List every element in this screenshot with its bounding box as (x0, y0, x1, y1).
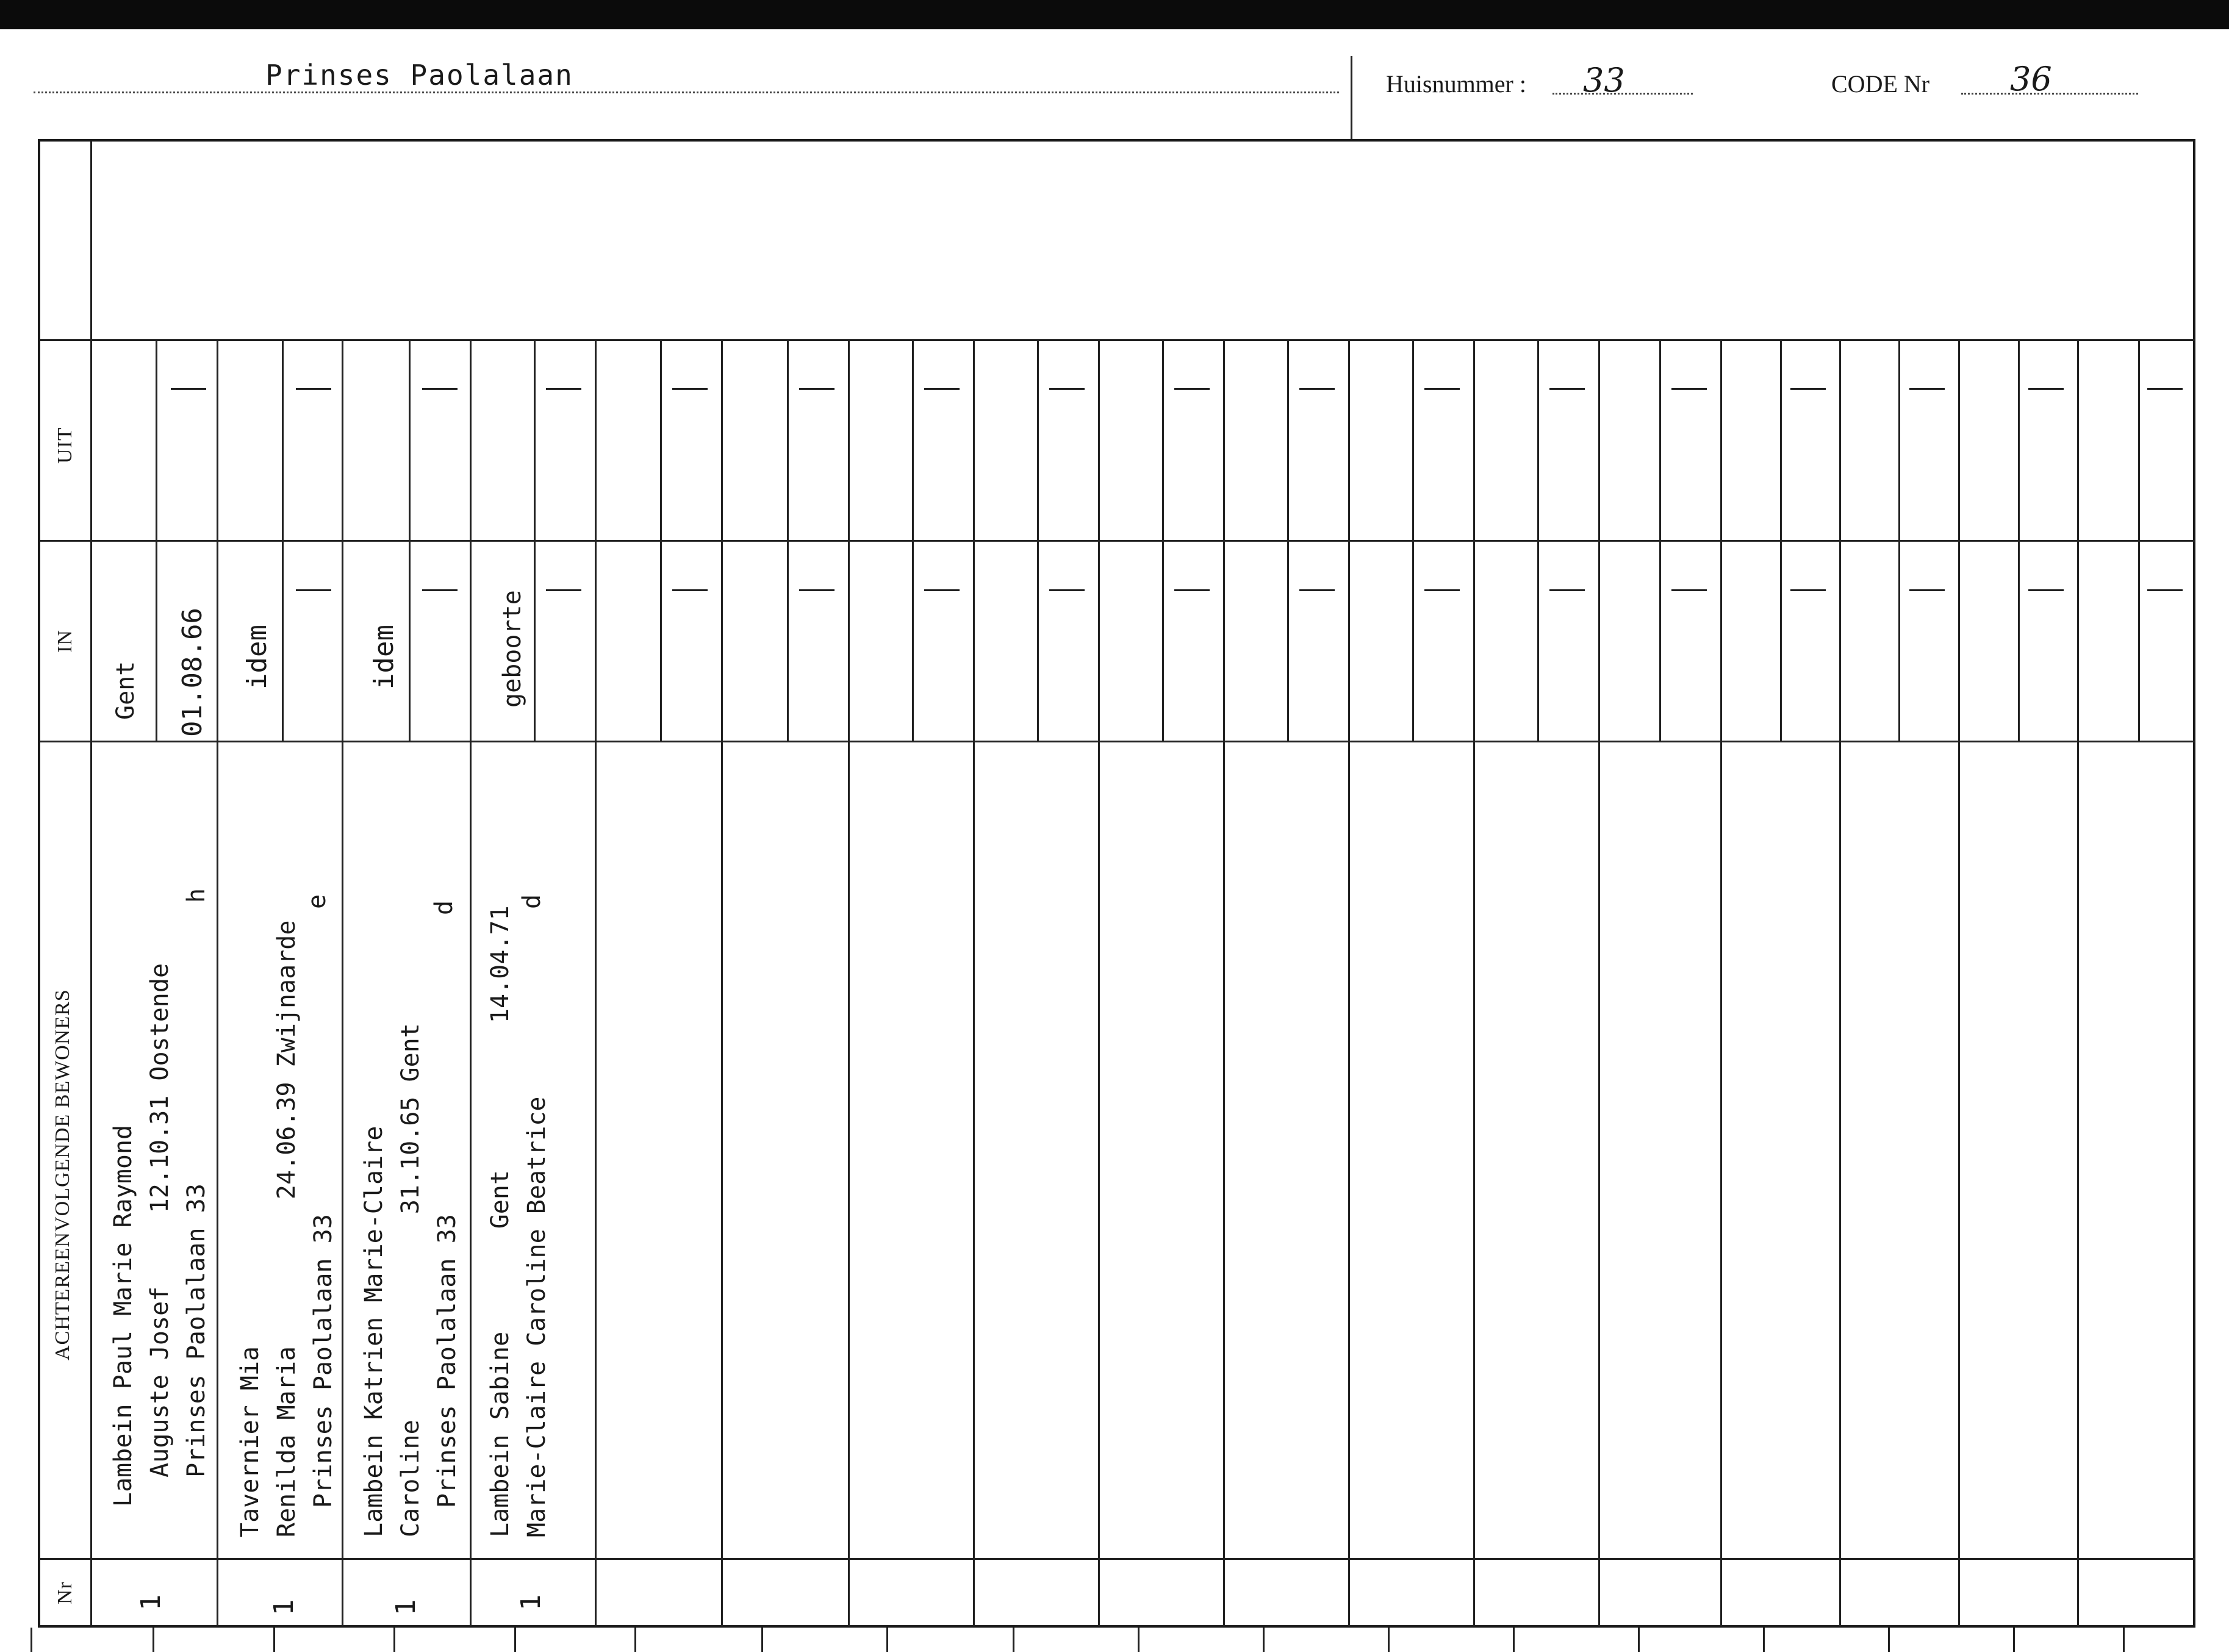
uit-dash (1909, 388, 1945, 390)
uit-dash (171, 388, 206, 390)
uit-dash (1790, 388, 1826, 390)
sub-div-5 (660, 339, 662, 742)
in-dash (1549, 589, 1585, 591)
row-line-in-bewoners (40, 741, 2195, 742)
bottom-tick (273, 1628, 275, 1652)
bottom-tick (1763, 1628, 1765, 1652)
sub-div-17 (2138, 339, 2140, 742)
in-dash (924, 589, 960, 591)
col-div-6 (848, 339, 850, 1626)
bottom-tick (31, 1628, 32, 1652)
bottom-tick (1388, 1628, 1390, 1652)
resident-3-line-2: Caroline 31.10.65 Gent (397, 1023, 425, 1537)
sub-div-11 (1412, 339, 1414, 742)
resident-1-mark: h (182, 888, 210, 903)
sub-div-6 (787, 339, 789, 742)
in-dash (1909, 589, 1945, 591)
uit-dash (1299, 388, 1335, 390)
sub-div-10 (1287, 339, 1289, 742)
col-div-7 (973, 339, 975, 1626)
in-place-2: idem (242, 625, 273, 689)
col-div-15 (1958, 339, 1960, 1626)
nr-value-2: 1 (268, 1599, 300, 1615)
col-div-16 (2077, 339, 2079, 1626)
uit-dash (1049, 388, 1085, 390)
nr-value-1: 1 (135, 1594, 167, 1611)
sub-div-8 (1037, 339, 1039, 742)
resident-3-mark: d (430, 900, 458, 915)
huisnummer-label: Huisnummer : (1386, 70, 1526, 98)
sub-div-12 (1537, 339, 1539, 742)
col-div-14 (1839, 339, 1841, 1626)
resident-2-mark: e (303, 894, 331, 909)
bottom-tick (2123, 1628, 2125, 1652)
in-place-4: geboorte (498, 590, 526, 708)
code-label: CODE Nr (1831, 70, 1930, 98)
resident-2-line-3: Prinses Paolalaan 33 (309, 1214, 337, 1537)
col-div-12 (1598, 339, 1600, 1626)
street-dotted-line (34, 92, 1339, 93)
nr-column-header: Nr (54, 1581, 76, 1604)
uit-dash (799, 388, 835, 390)
bottom-tick (153, 1628, 154, 1652)
uit-dash (422, 388, 458, 390)
bottom-tick (514, 1628, 516, 1652)
col-div-5 (721, 339, 723, 1626)
nr-value-4: 1 (515, 1594, 547, 1611)
in-place-3: idem (368, 625, 400, 689)
nr-value-3: 1 (390, 1599, 422, 1615)
uit-dash (1549, 388, 1585, 390)
header-divider (1351, 56, 1352, 139)
sub-div-4 (534, 339, 536, 742)
resident-3-line-3: Prinses Paolalaan 33 (433, 1214, 461, 1537)
bewoners-column-header: ACHTEREENVOLGENDE BEWONERS (51, 989, 74, 1360)
in-dash (1299, 589, 1335, 591)
col-div-3 (470, 339, 472, 1626)
in-column-header: IN (54, 630, 76, 653)
in-dash (546, 589, 581, 591)
sub-div-9 (1162, 339, 1164, 742)
col-div-10 (1348, 339, 1350, 1626)
row-line-bewoners-nr (40, 1558, 2195, 1560)
in-dash (1790, 589, 1826, 591)
in-dash (1174, 589, 1210, 591)
resident-4-line-1: Lambein Sabine Gent 14.04.71 (486, 905, 514, 1537)
sub-div-13 (1659, 339, 1661, 742)
uit-dash (2147, 388, 2183, 390)
col-div-4 (595, 339, 597, 1626)
sub-div-15 (1898, 339, 1900, 742)
in-dash (799, 589, 835, 591)
uit-dash (296, 388, 331, 390)
resident-2-line-1: Tavernier Mia (236, 1346, 264, 1537)
col-div-9 (1223, 339, 1225, 1626)
col-div-1 (217, 339, 218, 1626)
resident-4-line-2: Marie-Claire Caroline Beatrice (523, 1096, 551, 1537)
sub-div-16 (2018, 339, 2020, 742)
code-value: 36 (2010, 60, 2052, 98)
resident-4-mark: d (518, 894, 546, 909)
label-column-divider (90, 142, 92, 1625)
sub-div-1 (156, 339, 157, 742)
sub-div-7 (912, 339, 914, 742)
resident-2 (232, 921, 342, 1537)
bottom-tick (1888, 1628, 1890, 1652)
col-div-13 (1720, 339, 1722, 1626)
sub-div-2 (282, 339, 284, 742)
row-line-label-uit (40, 339, 90, 341)
in-dash (672, 589, 708, 591)
uit-dash (546, 388, 581, 390)
bottom-tick (2013, 1628, 2015, 1652)
resident-4 (482, 905, 555, 1537)
bottom-tick (886, 1628, 888, 1652)
resident-1 (105, 963, 215, 1507)
col-div-11 (1473, 339, 1475, 1626)
bottom-tick (761, 1628, 763, 1652)
resident-3-line-1: Lambein Katrien Marie-Claire (360, 1126, 388, 1537)
uit-dash (1174, 388, 1210, 390)
in-dash (1424, 589, 1460, 591)
sub-div-14 (1780, 339, 1782, 742)
street-name: Prinses Paolalaan (265, 59, 573, 92)
col-div-2 (342, 339, 343, 1626)
bottom-tick (634, 1628, 636, 1652)
uit-dash (1671, 388, 1707, 390)
uit-dash (2028, 388, 2064, 390)
row-line-uit-in (40, 540, 2195, 542)
in-dash (2147, 589, 2183, 591)
in-dash (296, 589, 331, 591)
sub-div-3 (409, 339, 411, 742)
resident-3 (356, 1023, 465, 1537)
uit-dash (924, 388, 960, 390)
bottom-tick (1513, 1628, 1515, 1652)
in-place-1: Gent (112, 661, 140, 720)
bottom-tick (1263, 1628, 1265, 1652)
huisnummer-value: 33 (1583, 61, 1625, 99)
uit-dash (672, 388, 708, 390)
resident-2-line-2: Renilda Maria 24.06.39 Zwijnaarde (273, 920, 301, 1537)
uit-column-header: UIT (54, 427, 76, 464)
bottom-tick (1638, 1628, 1640, 1652)
resident-1-line-3: Prinses Paolalaan 33 (182, 1183, 210, 1507)
uit-dash (1424, 388, 1460, 390)
in-dash (1671, 589, 1707, 591)
top-border-bar (0, 0, 2229, 29)
in-dash (1049, 589, 1085, 591)
row-line-top-blank (90, 339, 2195, 341)
in-dash (422, 589, 458, 591)
in-dash (2028, 589, 2064, 591)
in-date-1: 01.08.66 (177, 608, 208, 737)
bottom-tick (1138, 1628, 1140, 1652)
resident-1-line-1: Lambein Paul Marie Raymond (109, 1124, 137, 1507)
resident-1-line-2: Auguste Josef 12.10.31 Oostende (146, 963, 174, 1507)
bottom-tick (393, 1628, 395, 1652)
col-div-8 (1098, 339, 1100, 1626)
bottom-tick (1013, 1628, 1014, 1652)
